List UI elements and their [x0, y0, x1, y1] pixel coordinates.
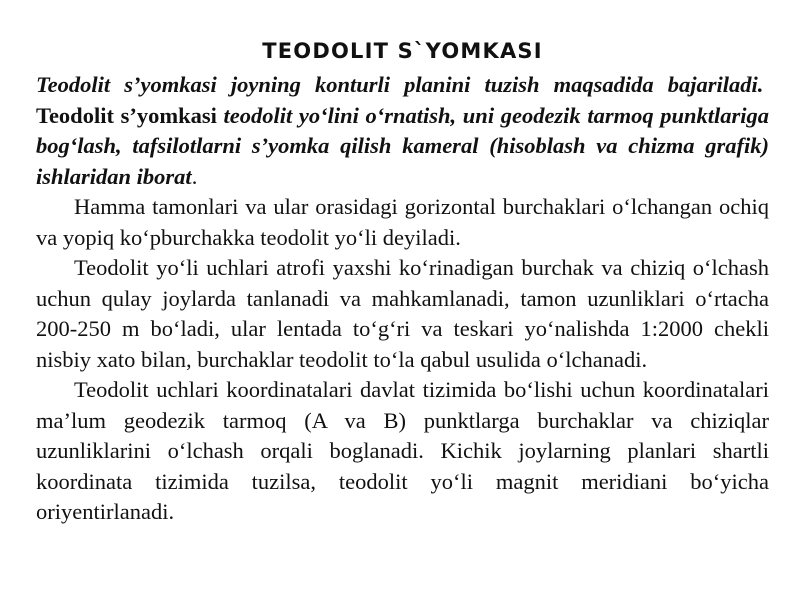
intro-period: .: [191, 163, 198, 189]
paragraph-definition: Hamma tamonlari va ular orasidagi gorizontal burchaklari o‘lchangan ochiq va yopiq ko‘pburchakka teodolit yo‘li deyiladi.: [36, 194, 769, 250]
intro-definition: Teodolit s’yomkasi joyning konturli planini tuzish maqsadida bajariladi.: [36, 72, 764, 97]
intro-subject: Teodolit s’yomkasi: [36, 102, 217, 128]
paragraph-coordinates: Teodolit uchlari koordinatalari davlat tizimida bo‘lishi uchun koordinatalari ma’lum geodezik tarmoq (A va B) punktlarga burchaklar va chiziqlar uzunliklarini o‘lchash orqali boglanadi. Kichik joylarning planlari shartli koordinata tizimida tuzilsa, teodolit yo‘li magnit meridiani bo‘yicha oriyentirlanadi.: [36, 377, 769, 524]
intro-paragraph: [36, 70, 769, 192]
paragraph-measurement: Teodolit yo‘li uchlari atrofi yaxshi ko‘rinadigan burchak va chiziq o‘lchash uchun qulay joylarda tanlanadi va mahkamlanadi, tamon uzunliklari o‘rtacha 200-250 m bo‘ladi, ular lentada to‘g‘ri va teskari yo‘nalishda 1:2000 chekli nisbiy xato bilan, burchaklar teodolit to‘la qabul usulida o‘lchanadi.: [36, 255, 769, 372]
document-page: [36, 38, 769, 528]
intro-description: teodolit yo‘lini o‘rnatish, uni geodezik tarmoq punktlariga bog‘lash, tafsilotlarni s’yomka qilish kameral (hisoblash va chizma grafik) ishlaridan iborat: [36, 102, 770, 189]
page-title: TEODOLIT S`YOMKASI: [262, 39, 543, 63]
